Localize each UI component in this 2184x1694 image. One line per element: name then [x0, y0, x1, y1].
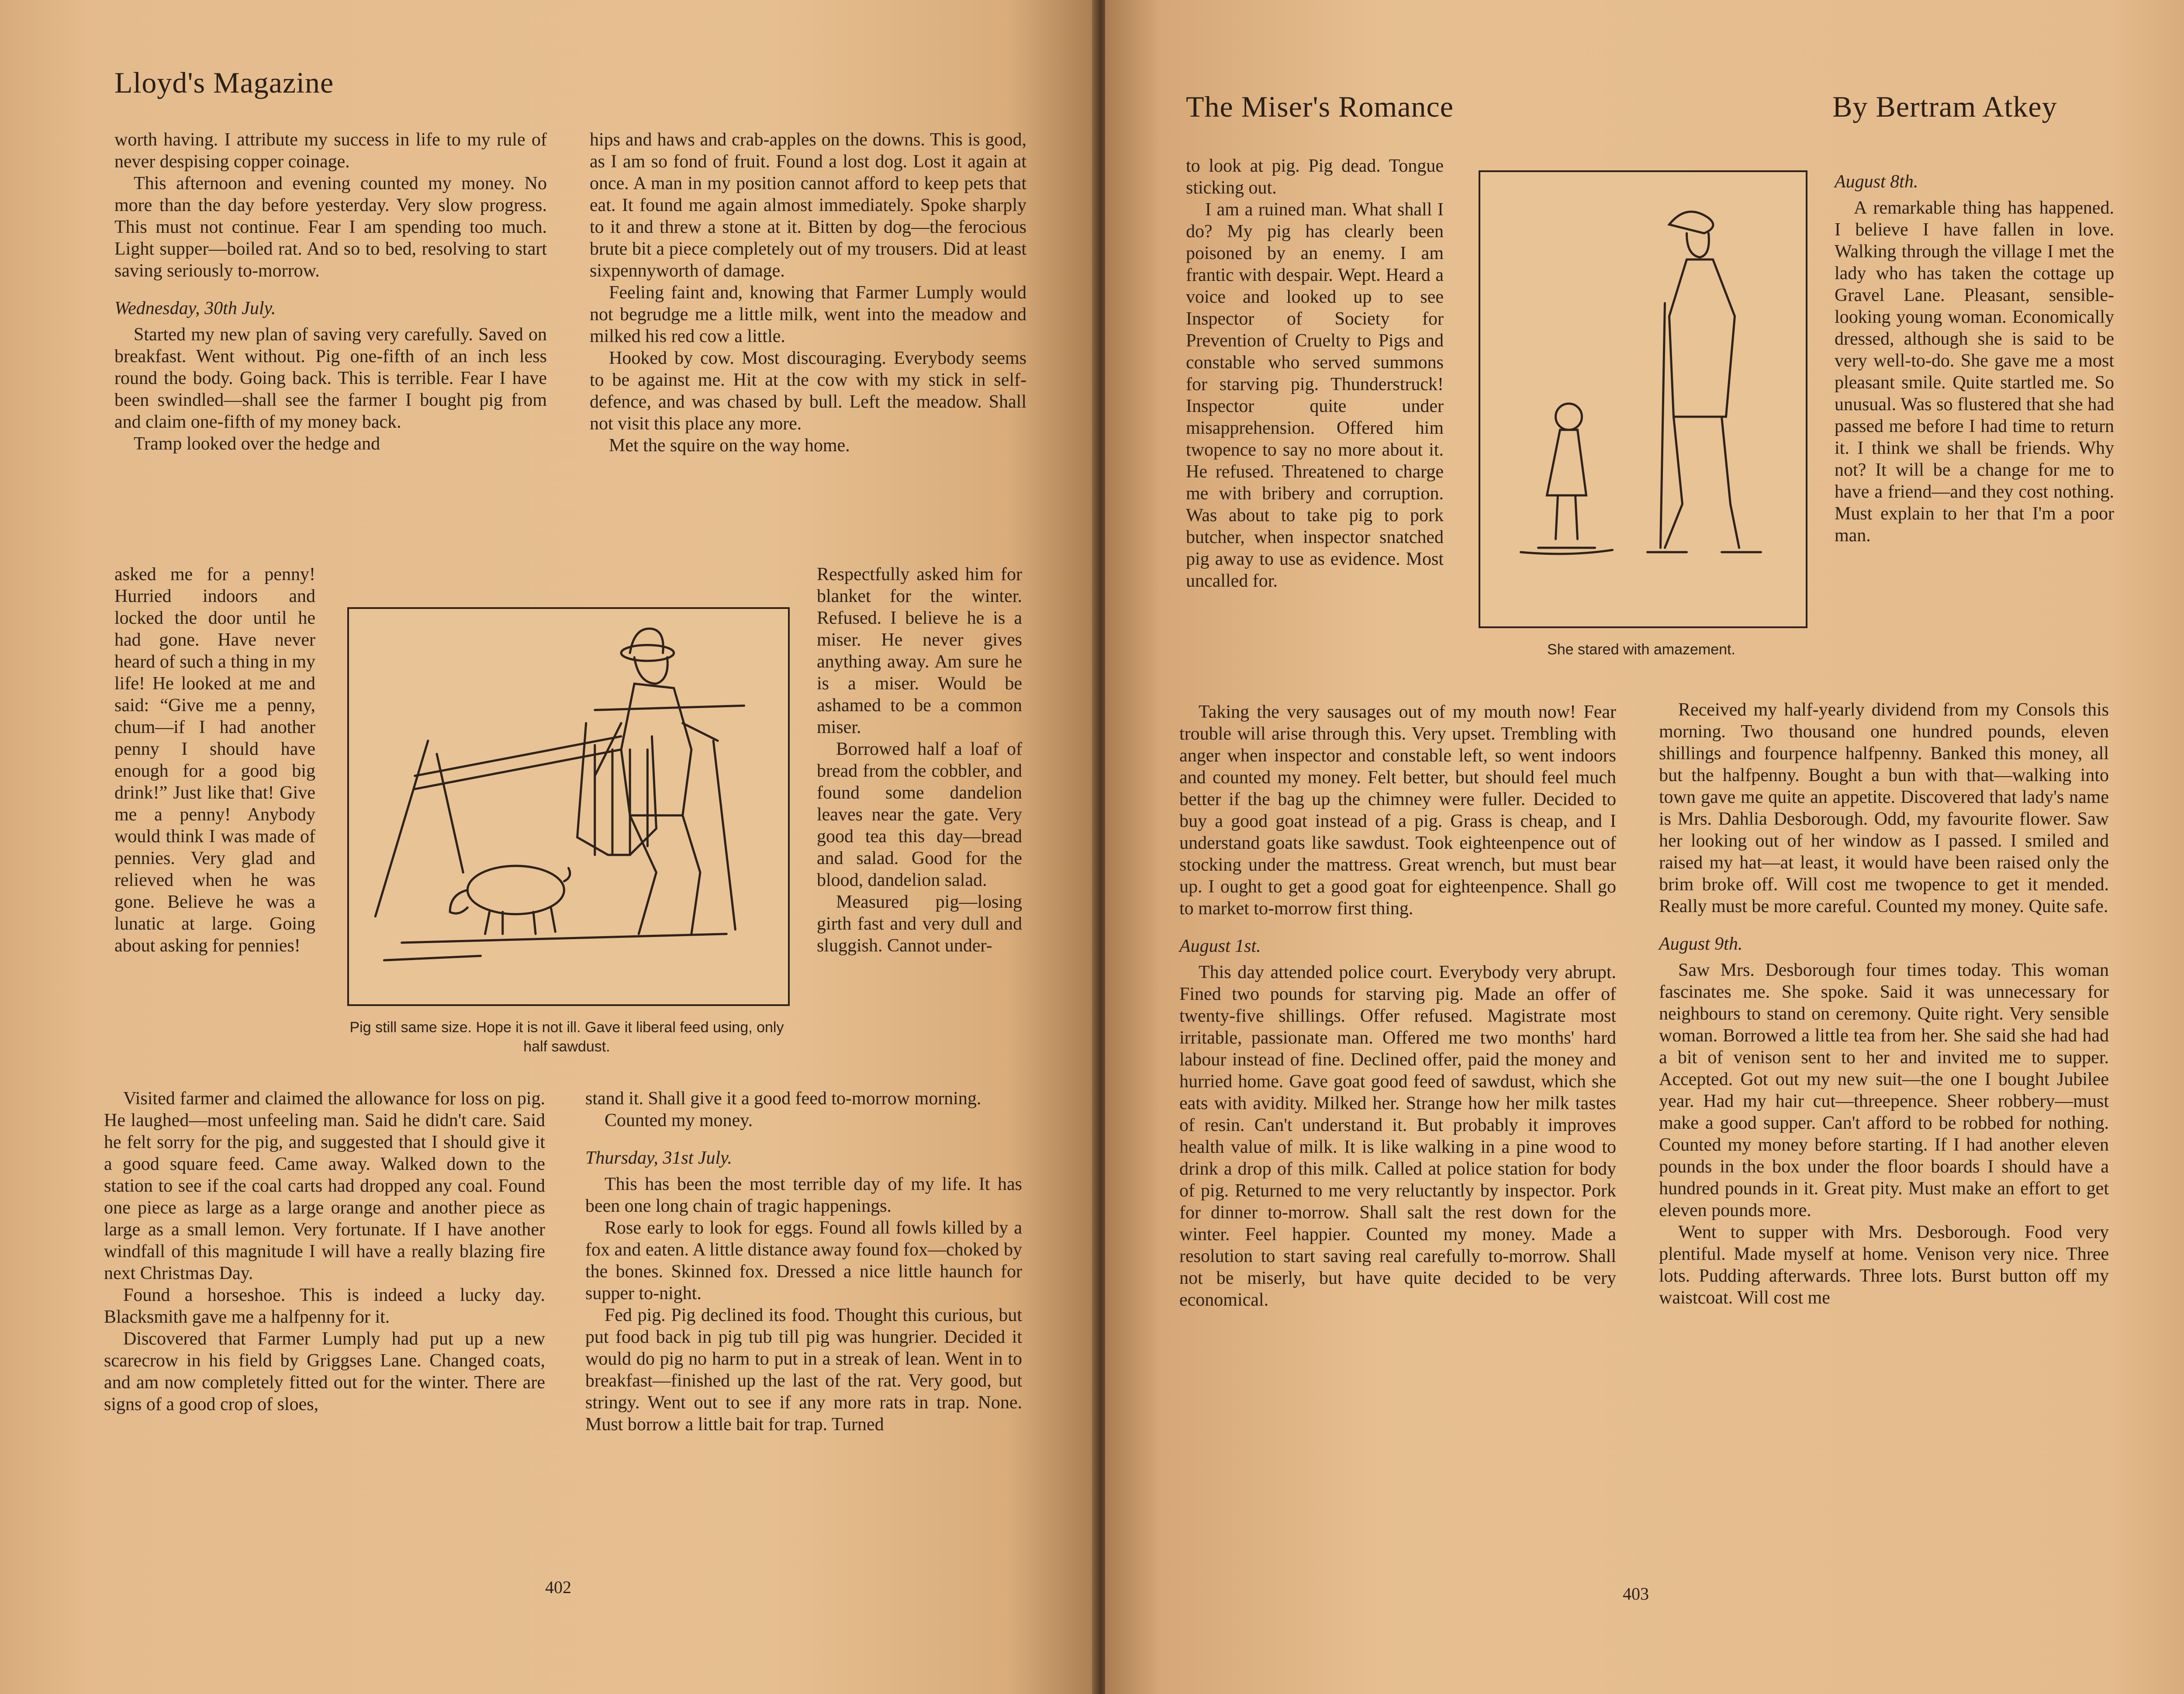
figure-caption-girl: She stared with amazement.: [1547, 641, 1735, 658]
running-head-magazine: Lloyd's Magazine: [114, 66, 334, 99]
paragraph: hips and haws and crab-apples on the downs. This is good, as I am so fond of fruit. Found a lost dog. Lost it again at once. A man in my position cannot afford to keep pets that eat. It found me again almost immediately. Spoke sharply to it and threw a stone at it. Bitten by dog—the ferocious brute bit a piece completely out of my trousers. Did at least sixpennyworth of damage.: [590, 130, 1026, 281]
running-head-author: By Bertram Atkey: [1832, 90, 2057, 123]
left-col2-narrow: [817, 564, 1022, 957]
diary-date-heading: Thursday, 31st July.: [585, 1148, 733, 1168]
paragraph: Feeling faint and, knowing that Farmer Lumply would not begrudge me a little milk, went into the meadow and milked his red cow a little.: [590, 283, 1026, 346]
paragraph: Taking the very sausages out of my mouth now! Fear trouble will arise through this. Very upset. Trembling with anger when inspector and constable left, so went indoors and counted my money. Felt better, but should feel much better if the bag up the chimney were fuller. Decided to buy a good goat instead of a pig. Grass is cheap, and I understand goats like sawdust. Took eighteenpence out of stocking under the mattress. Great wrench, but must bear up. I ought to get a good goat for eighteenpence. Shall go to market to-morrow first thing.: [1179, 702, 1616, 919]
paragraph: A remarkable thing has happened. I believe I have fallen in love. Walking through the village I met the lady who has taken the cottage up Gravel Lane. Pleasant, sensible-looking young woman. Economically dressed, although she is said to be very well-to-do. She gave me a most pleasant smile. Quite startled me. So unusual. Was so flustered that she had passed me before I had time to return it. I think we shall be friends. Why not? It will be a change for me to have a friend—and they cost nothing. Must explain to her that I'm a poor man.: [1835, 198, 2114, 546]
paragraph: Met the squire on the way home.: [609, 436, 850, 456]
man-girl-drawing: [1480, 172, 1806, 626]
left-col1-narrow-text: asked me for a penny! Hurried indoors and locked the door until he had gone. Have never heard of such a thing in my life! He looked at me and said: “Give me a penny, chum—if I had another penny I should have enough for a good big drink!” Just like that! Give me a penny! Anybody would think I was made of pennies. Very glad and relieved when he was gone. Believe he was a lunatic at large. Going about asking for pennies!: [114, 564, 315, 956]
paragraph: Found a horseshoe. This is indeed a lucky day. Blacksmith gave me a halfpenny for it.: [104, 1285, 545, 1327]
diary-date-heading: August 9th.: [1659, 934, 1743, 954]
diary-date-heading: August 8th.: [1835, 172, 1918, 192]
diary-date-heading: Wednesday, 30th July.: [114, 298, 276, 318]
left-col2-bottom: [585, 1088, 1022, 1435]
paragraph: This day attended police court. Everybody very abrupt. Fined two pounds for starving pig. Made an offer of twenty-five shillings. Offer refused. Magistrate most irritable, passionate man. Offered me two months' hard labour instead of fine. Declined offer, paid the money and hurried home. Gave goat good feed of sawdust, which she eats with avidity. Milked her. Strange how her milk tastes of resin. Can't understand it. But probably it improves health value of milk. It is like walking in a pine wood to drink a drop of this milk. Called at police station for body of pig. Returned to me very reluctantly by inspector. Pork for dinner to-morrow. Shall salt the rest down for the winter. Feel happier. Counted my money. Made a resolution to start saving real carefully to-morrow. Shall not be miserly, but have quite decided to be very economical.: [1179, 962, 1616, 1310]
left-col1-narrow: [114, 564, 315, 957]
paragraph: Discovered that Farmer Lumply had put up a new scarecrow in his field by Griggses Lane. Changed coats, and am now completely fitted out for the winter. There are signs of a good crop of sloes,: [104, 1329, 545, 1414]
paragraph: stand it. Shall give it a good feed to-morrow morning.: [585, 1089, 981, 1109]
left-col2-narrow-text-1: Respectfully asked him for blanket for the winter. Refused. I believe he is a miser. He never gives anything away. Am sure he is a miser. Would be ashamed to be a common miser.: [817, 564, 1022, 737]
right-col2-bottom: [1659, 699, 2109, 1309]
left-col1-top: [114, 129, 547, 455]
paragraph: This has been the most terrible day of my life. It has been one long chain of tragic happenings.: [585, 1174, 1022, 1216]
right-page: [1105, 0, 2184, 1694]
left-col2-narrow-text-3: Measured pig—losing girth fast and very dull and sluggish. Cannot under-: [817, 892, 1022, 956]
paragraph: to look at pig. Pig dead. Tongue sticking out.: [1186, 156, 1444, 198]
paragraph: This afternoon and evening counted my money. No more than the day before yesterday. Very slow progress. This must not continue. Fear I am spending too much. Light supper—boiled rat. And so to bed, resolving to start saving seriously to-morrow.: [114, 173, 547, 281]
paragraph: Rose early to look for eggs. Found all fowls killed by a fox and eaten. A little distance away found fox—choked by the bones. Skinned fox. Dressed a nice little haunch for supper to-night.: [585, 1218, 1022, 1303]
right-col1-bottom: [1179, 701, 1616, 1311]
left-col2-narrow-text-2: Borrowed half a loaf of bread from the cobbler, and found some dandelion leaves near the gate. Very good tea this day—bread and salad. Good for the blood, dandelion salad.: [817, 739, 1022, 890]
running-head-title: The Miser's Romance: [1186, 90, 1454, 123]
paragraph: I am a ruined man. What shall I do? My pig has clearly been poisoned by an enemy. I am frantic with despair. Wept. Heard a voice and looked up to see Inspector of Society for Prevention of Cruelty to Pigs and constable who served summons for starving pig. Thunderstruck! Inspector quite under misapprehension. Offered him twopence to say no more about it. He refused. Threatened to charge me with bribery and corruption. Was about to take pig to pork butcher, when inspector snatched pig away to use as evidence. Most uncalled for.: [1186, 200, 1444, 591]
left-col1-bottom: [104, 1088, 545, 1415]
page-number-left: 402: [545, 1577, 571, 1597]
paragraph: worth having. I attribute my success in life to my rule of never despising copper coinage.: [114, 130, 547, 172]
paragraph: Started my new plan of saving very carefully. Saved on breakfast. Went without. Pig one-fifth of an inch less round the body. Going back. This is terrible. Fear I have been swindled—shall see the farmer I bought pig from and claim one-fifth of my money back.: [114, 325, 547, 432]
paragraph: Fed pig. Pig declined its food. Thought this curious, but put food back in pig tub till pig was hungrier. Decided it would do pig no harm to put in a streak of lean. Went in to breakfast—finished up the last of the rat. Very good, but stringy. Went out to see if any more rats in trap. None. Must borrow a little bait for trap. Turned: [585, 1305, 1022, 1435]
miser-pig-drawing: [349, 609, 788, 1004]
paragraph: Hooked by cow. Most discouraging. Everybody seems to be against me. Hit at the cow with my stick in self-defence, and was chased by bull. Left the meadow. Shall not visit this place any more.: [590, 348, 1026, 434]
paragraph: Counted my money.: [605, 1110, 753, 1130]
right-col2-narrow: [1835, 155, 2114, 546]
illustration-man-girl: [1479, 170, 1807, 628]
page-number-right: 403: [1623, 1584, 1649, 1604]
diary-date-heading: August 1st.: [1179, 936, 1261, 956]
illustration-miser-pig: [347, 607, 790, 1006]
figure-caption-pig: Pig still same size. Hope it is not ill. Gave it liberal feed using, only half sawdust.: [349, 1019, 784, 1055]
paragraph: Tramp looked over the hedge and: [134, 434, 380, 454]
paragraph: Visited farmer and claimed the allowance for loss on pig. He laughed—most unfeeling man. Said he didn't care. Said he felt sorry for the pig, and suggested that I should give it a good square feed. Came away. Walked down to the station to see if the coal carts had dropped any coal. Found one piece as large as a large orange and another piece as large as a small lemon. Very fortunate. If I have another windfall of this magnitude I will have a really blazing fire next Christmas Day.: [104, 1089, 545, 1283]
left-col2-top: [590, 129, 1026, 456]
paragraph: Saw Mrs. Desborough four times today. This woman fascinates me. She spoke. Said it was unnecessary for neighbours to stand on ceremony. Quite right. Very sensible woman. Borrowed a little tea from her. She said she had had a bit of venison sent to her and invited me to supper. Accepted. Got out my new suit—the one I bought Jubilee year. Had my hair cut—threepence. Sheer robbery—must make a good supper. Can't afford to be robbed for nothing. Counted my money before starting. If I had another eleven pounds in the box under the floor boards I should have a hundred pounds in it. Great pity. Must make an effort to get eleven pounds more.: [1659, 960, 2109, 1220]
paragraph: Went to supper with Mrs. Desborough. Food very plentiful. Made myself at home. Venison very nice. Three lots. Pudding afterwards. Three lots. Burst button off my waistcoat. Will cost me: [1659, 1222, 2109, 1308]
paragraph: Received my half-yearly dividend from my Consols this morning. Two thousand one hundred pounds, eleven shillings and fourpence halfpenny. Banked this money, all but the halfpenny. Bought a bun with that—walking into town gave me quite an appetite. Discovered that lady's name is Mrs. Dahlia Desborough. Odd, my favourite flower. Saw her looking out of her window as I passed. I smiled and raised my hat—at least, it would have been raised only the brim broke off. Will cost me twopence to get it mended. Really must be more careful. Counted my money. Quite safe.: [1659, 700, 2109, 916]
right-col1-narrow: [1186, 155, 1444, 592]
